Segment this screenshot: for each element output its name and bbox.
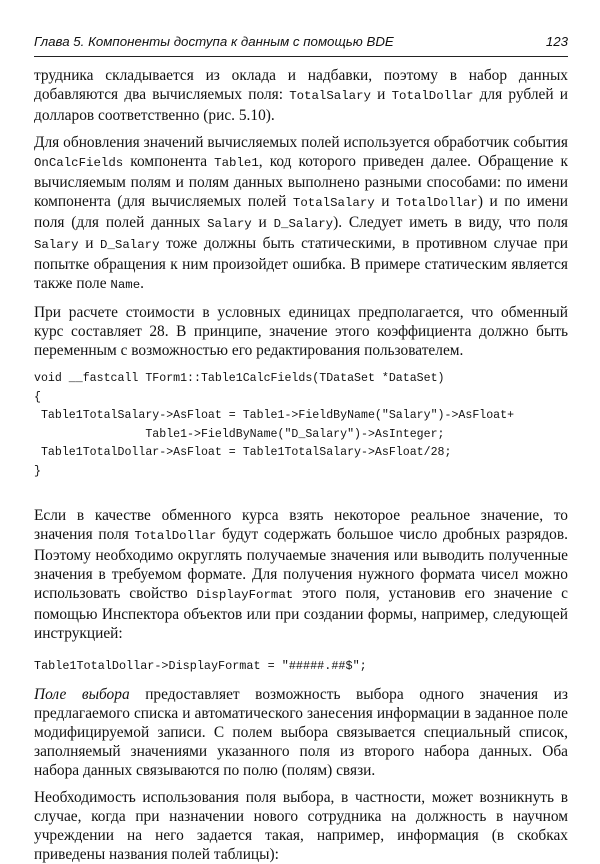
paragraph-5 (34, 685, 568, 780)
code-line: Table1TotalDollar->AsFloat = Table1TotalSalary->AsFloat/28; (34, 446, 452, 460)
text-run: тоже должны быть статическими, в противном случае при попытке обращения к ним произойдет ошибка. В примере статическим является также поле (34, 235, 569, 292)
text-run: и (78, 235, 101, 252)
code-line: Table1TotalSalary->AsFloat = Table1->FieldByName("Salary")->AsFloat+ (34, 409, 515, 423)
text-run: и (251, 214, 274, 231)
page-number: 123 (545, 34, 568, 49)
text-run: для рублей и долларов соответственно (рис. 5.10). (34, 86, 568, 124)
inline-code: DisplayFormat (196, 587, 294, 602)
text-run: ). Следует иметь в виду, что поля (333, 214, 568, 231)
paragraph-1 (34, 66, 568, 125)
text-run: и (370, 86, 392, 103)
code-line: void __fastcall TForm1::Table1CalcFields(TDataSet *DataSet) (34, 372, 445, 385)
chapter-title: Глава 5. Компоненты доступа к данным с помощью BDE (34, 34, 394, 49)
text-run: . (140, 275, 145, 292)
inline-code: TotalSalary (289, 89, 371, 103)
inline-code: TotalDollar (134, 528, 217, 543)
inline-code: TotalSalary (292, 196, 375, 210)
running-header (34, 34, 568, 57)
inline-code: OnCalcFields (34, 156, 124, 170)
code-line: Table1->FieldByName("D_Salary")->AsInteger; (34, 427, 445, 441)
inline-code: Name (110, 278, 141, 292)
inline-code: D_Salary (273, 217, 334, 231)
paragraph-4 (34, 506, 568, 643)
inline-code: Salary (34, 238, 79, 252)
text-run: предоставляет возможность выбора одного значения из предлагаемого списка и автоматического занесения информации в заданное поле модифицируемой записи. С полем выбора связывается специальный список, заполняемый значениями указанного поля из второго набора данных. Оба набора данных связываются по полю (полям) связи. (34, 685, 568, 779)
text-run: компонента (123, 153, 215, 170)
text-run: этого поля, установив его значение с помощью Инспектора объектов или при создании формы, например, следующей инструкцией: (34, 584, 568, 642)
text-run: и (374, 193, 397, 210)
paragraph-6: Необходимость использования поля выбора, в частности, может возникнуть в случае, когда при назначении нового сотрудника на должность в научном учреждении на него задается такая, например, информация (в скобках приведены названия полей таблицы): (34, 788, 568, 863)
code-line: { (34, 390, 41, 404)
inline-code: Table1 (214, 156, 259, 170)
text-run: будут содержать большое число дробных разрядов. Поэтому необходимо округлять получаемые значения или выводить полученные значения в требуемом формате. Для получения нужного формата чисел можно использовать свойство (34, 525, 568, 602)
code-line: } (34, 464, 41, 478)
defined-term: Поле выбора (34, 685, 130, 703)
paragraph-2 (34, 133, 568, 295)
inline-code: Salary (207, 217, 252, 231)
inline-code: D_Salary (100, 238, 160, 252)
code-listing (34, 370, 568, 482)
text-run: трудника складывается из оклада и надбавки, поэтому в набор данных добавляются два вычисляемых поля: (34, 67, 568, 103)
code-statement: Table1TotalDollar->DisplayFormat = "#####.##$"; (34, 658, 367, 673)
text-run: , код которого приведен далее. Обращение к вычисляемым полям и полям данных выполнено разными способами: по имени компонента (для вычисляемых полей (34, 153, 568, 210)
text-run: Для обновления значений вычисляемых полей используется обработчик события (34, 134, 568, 151)
text-run: Если в качестве обменного курса взять некоторое реальное значение, то значения поля (34, 506, 568, 543)
page-body (34, 66, 568, 864)
inline-code: TotalDollar (396, 196, 478, 210)
inline-code: TotalDollar (391, 89, 474, 103)
text-run: ) и по имени поля (для полей данных (34, 193, 568, 231)
paragraph-3: При расчете стоимости в условных единицах предполагается, что обменный курс составляет 28. В принципе, значение этого коэффициента должно быть переменным с возможностью его редактирования пользователем. (34, 304, 568, 359)
